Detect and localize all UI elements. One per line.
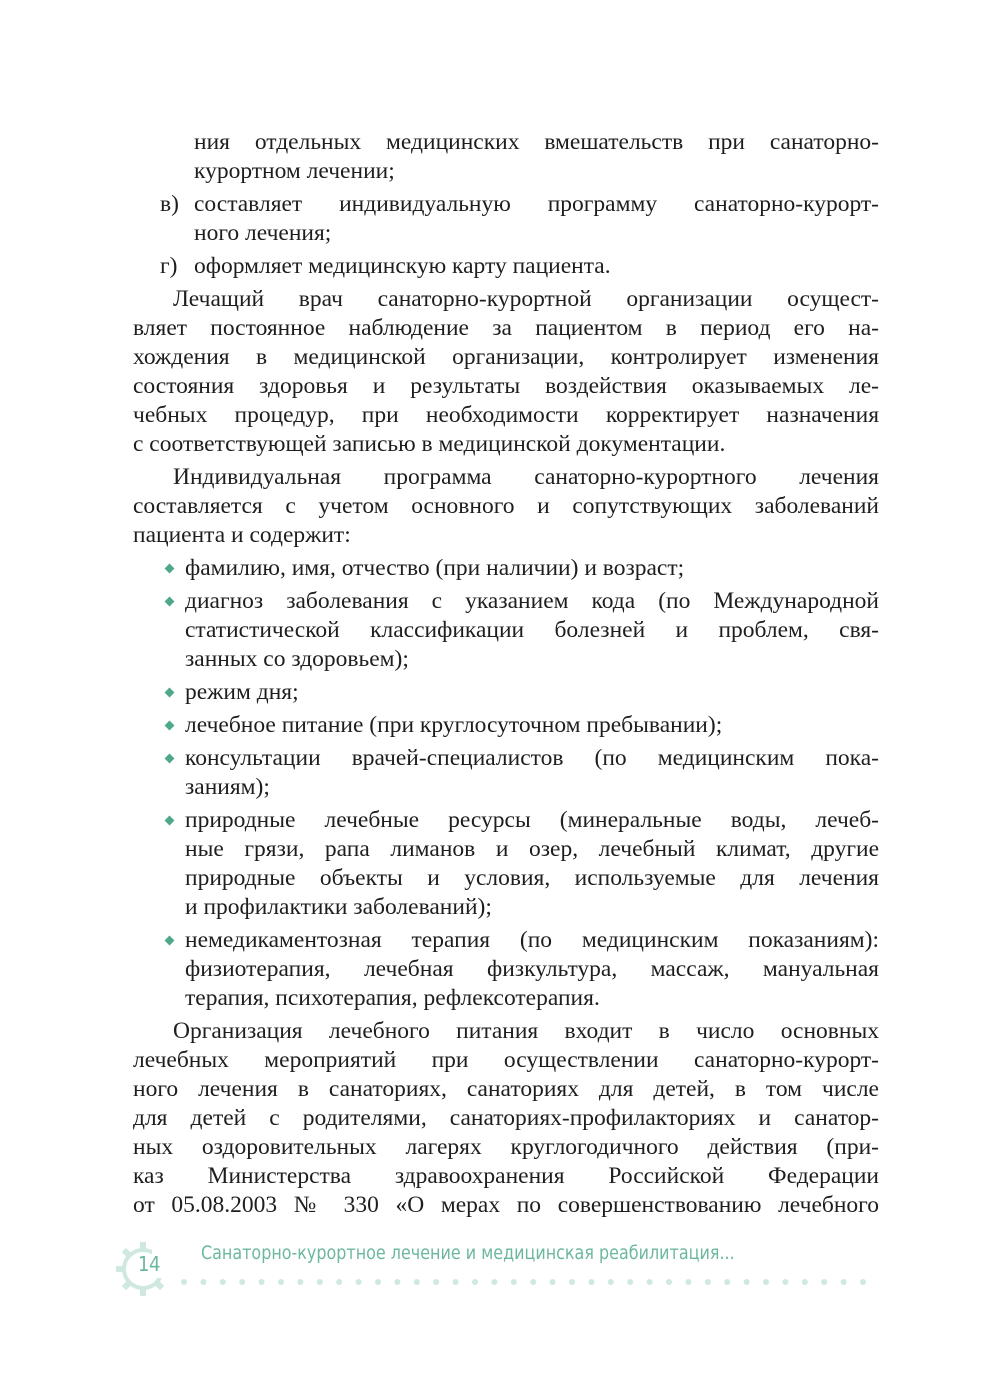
footer-dot — [239, 1279, 245, 1285]
footer-dot — [685, 1279, 691, 1285]
footer-dot — [647, 1279, 653, 1285]
body-line: вляет постоянное наблюдение за пациентом в период его на- — [133, 315, 879, 341]
body-line: состояния здоровья и результаты воздействия оказываемых ле- — [133, 373, 879, 399]
dotted-rule — [180, 1276, 880, 1288]
body-line: ного лечения; — [194, 220, 332, 246]
footer-dot — [569, 1279, 575, 1285]
footer-dot — [297, 1279, 303, 1285]
footer-dot — [550, 1279, 556, 1285]
body-line: физиотерапия, лечебная физкультура, массаж, мануальная — [185, 956, 879, 982]
page-footer — [0, 1228, 1000, 1308]
footer-dot — [336, 1279, 342, 1285]
bullet-item — [133, 678, 879, 707]
footer-dot — [782, 1279, 788, 1285]
body-line: Организация лечебного питания входит в число основных — [173, 1018, 879, 1044]
body-line: от 05.08.2003 № 330 «О мерах по совершенствованию лечебного — [133, 1192, 879, 1218]
body-line: терапия, психотерапия, рефлексотерапия. — [185, 985, 600, 1011]
footer-dot — [860, 1279, 866, 1285]
footer-dot — [200, 1279, 206, 1285]
footer-dot — [317, 1279, 323, 1285]
body-line: лечебное питание (при круглосуточном пребывании); — [185, 712, 723, 738]
page-body — [133, 128, 879, 1220]
list-marker: в) — [160, 191, 179, 217]
paragraph — [133, 1017, 879, 1220]
list-item-v — [133, 190, 879, 248]
body-line: природные лечебные ресурсы (минеральные воды, лечеб- — [185, 807, 879, 833]
body-line: ных оздоровительных лагерях круглогодичного действия (при- — [133, 1134, 879, 1160]
footer-dot — [453, 1279, 459, 1285]
body-line: ния отдельных медицинских вмешательств при санаторно- — [194, 129, 879, 155]
body-line: немедикаментозная терапия (по медицинским показаниям): — [185, 927, 879, 953]
body-line: пациента и содержит: — [133, 522, 351, 548]
footer-dot — [278, 1279, 284, 1285]
footer-dot — [414, 1279, 420, 1285]
body-line: режим дня; — [185, 679, 299, 705]
paragraph — [133, 285, 879, 459]
footer-dot — [472, 1279, 478, 1285]
footer-dot — [705, 1279, 711, 1285]
footer-dot — [394, 1279, 400, 1285]
body-line: составляет индивидуальную программу санаторно-курорт- — [194, 191, 879, 217]
body-line: диагноз заболевания с указанием кода (по Международной — [185, 588, 879, 614]
footer-dot — [608, 1279, 614, 1285]
footer-dot — [627, 1279, 633, 1285]
page-number: 14 — [138, 1252, 160, 1276]
footer-dot — [724, 1279, 730, 1285]
body-line: каз Министерства здравоохранения Российской Федерации — [133, 1163, 879, 1189]
body-line: занных со здоровьем); — [185, 646, 409, 672]
bullet-item — [133, 744, 879, 802]
footer-dot — [181, 1279, 187, 1285]
body-line: Индивидуальная программа санаторно-курортного лечения — [173, 464, 879, 490]
body-line: оформляет медицинскую карту пациента. — [194, 253, 611, 279]
footer-dot — [744, 1279, 750, 1285]
footer-dot — [821, 1279, 827, 1285]
body-line: фамилию, имя, отчество (при наличии) и возраст; — [185, 555, 685, 581]
footer-dot — [530, 1279, 536, 1285]
bullet-item — [133, 711, 879, 740]
body-line: с соответствующей записью в медицинской документации. — [133, 431, 726, 457]
body-line: хождения в медицинской организации, контролирует изменения — [133, 344, 879, 370]
bullet-item — [133, 806, 879, 922]
bullet-item — [133, 554, 879, 583]
footer-dot — [666, 1279, 672, 1285]
footer-dot — [220, 1279, 226, 1285]
bullet-item — [133, 587, 879, 674]
body-line: заниям); — [185, 774, 270, 800]
body-line: природные объекты и условия, используемые для лечения — [185, 865, 879, 891]
body-line: лечебных мероприятий при осуществлении санаторно-курорт- — [133, 1047, 879, 1073]
paragraph — [133, 463, 879, 550]
footer-dot — [356, 1279, 362, 1285]
body-line: статистической классификации болезней и проблем, свя- — [185, 617, 879, 643]
footer-dot — [375, 1279, 381, 1285]
body-line: ные грязи, рапа лиманов и озер, лечебный климат, другие — [185, 836, 879, 862]
footer-dot — [433, 1279, 439, 1285]
body-line: Лечащий врач санаторно-курортной организации осущест- — [173, 286, 879, 312]
bullet-item — [133, 926, 879, 1013]
body-line: чебных процедур, при необходимости корректирует назначения — [133, 402, 879, 428]
body-line: и профилактики заболеваний); — [185, 894, 492, 920]
body-line: ного лечения в санаториях, санаториях для детей, в том числе — [133, 1076, 879, 1102]
footer-dot — [763, 1279, 769, 1285]
list-marker: г) — [160, 253, 178, 279]
footer-dot — [259, 1279, 265, 1285]
footer-dot — [491, 1279, 497, 1285]
body-line: курортном лечении; — [194, 158, 395, 184]
body-line: консультации врачей-специалистов (по медицинским пока- — [185, 745, 879, 771]
body-line: для детей с родителями, санаториях-профилакториях и санатор- — [133, 1105, 879, 1131]
footer-dot — [588, 1279, 594, 1285]
footer-dot — [802, 1279, 808, 1285]
footer-dot — [841, 1279, 847, 1285]
body-line: составляется с учетом основного и сопутствующих заболеваний — [133, 493, 879, 519]
running-title: Санаторно-курортное лечение и медицинская реабилитация... — [201, 1242, 735, 1264]
footer-dot — [511, 1279, 517, 1285]
list-item-g — [133, 252, 879, 281]
